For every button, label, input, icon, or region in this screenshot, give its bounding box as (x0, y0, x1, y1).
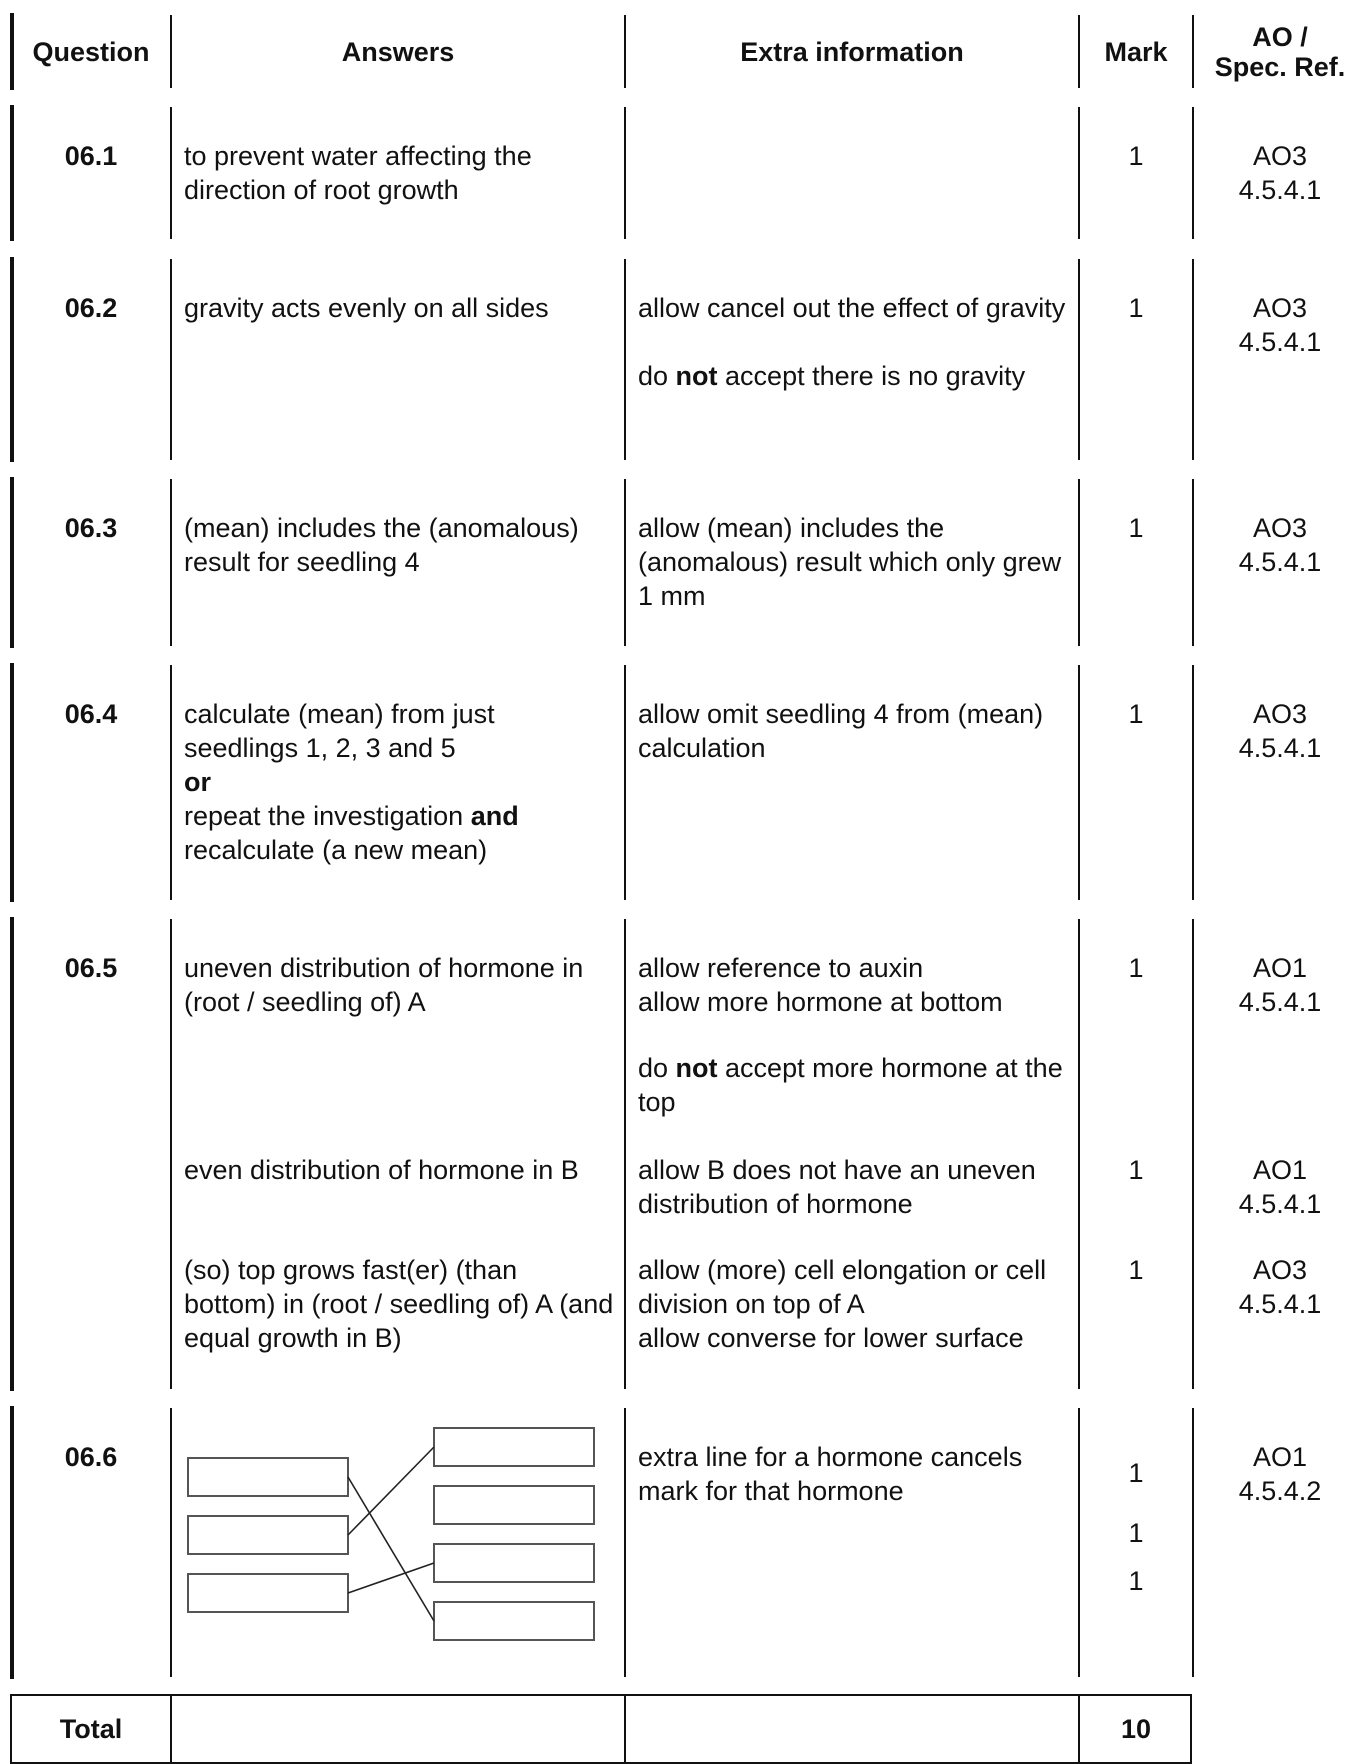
question-number: 06.6 (64, 1442, 118, 1472)
spec-ref: 4.5.4.1 (1238, 1189, 1322, 1219)
mark-3: 1 (1128, 1255, 1144, 1285)
mark-1: 1 (1128, 1458, 1144, 1488)
left-box-1 (188, 1458, 348, 1496)
ao-value: AO3 (1252, 513, 1308, 543)
extra-reject-bold: not (675, 361, 718, 391)
table-row-06-3 (10, 477, 1322, 648)
ao-value: AO3 (1252, 1255, 1308, 1285)
mark-cell (1078, 919, 1192, 1389)
question-number: 06.3 (64, 513, 118, 543)
right-box-4 (434, 1602, 594, 1640)
extra-reject-pre: do (638, 361, 676, 391)
match-line-2 (348, 1447, 434, 1535)
total-mark: 10 (1078, 1696, 1192, 1762)
spec-ref: 4.5.4.1 (1238, 547, 1322, 577)
ao-value: AO1 (1252, 1155, 1308, 1185)
match-line-1 (348, 1477, 434, 1621)
extra-group-1 (638, 951, 1068, 1119)
mark-cell: 1 (1078, 665, 1192, 900)
ao-group-1 (1194, 951, 1354, 1019)
header-ao-label (1215, 22, 1346, 82)
extra-elongation: allow (more) cell elongation or cell division on top of A (638, 1255, 1047, 1319)
answer-point-2: even distribution of hormone in B (184, 1155, 579, 1185)
total-answer-cell (170, 1696, 624, 1762)
answer-option-b (184, 799, 612, 867)
mark-2: 1 (1128, 1155, 1144, 1185)
question-number: 06.2 (64, 293, 118, 323)
extra-cell: extra line for a hormone cancels mark for that hormone (624, 1408, 1078, 1677)
mark-2: 1 (1128, 1518, 1144, 1548)
question-number: 06.5 (64, 953, 118, 983)
header-ao-line1: AO / (1252, 21, 1308, 52)
header-extra-label: Extra information (740, 36, 964, 67)
mark-cell: 1 (1078, 259, 1192, 460)
total-label: Total (59, 1714, 123, 1744)
answer-point-3: (so) top grows fast(er) (than bottom) in (root / seedling of) A (and equal growth in B) (184, 1255, 614, 1353)
ao-value: AO3 (1252, 141, 1308, 171)
header-answers-label: Answers (341, 36, 455, 67)
answer-cell (170, 919, 624, 1389)
table-row-06-1 (10, 105, 1322, 241)
mark-3: 1 (1128, 1566, 1144, 1596)
extra-cell (624, 259, 1078, 460)
match-line-3 (348, 1563, 434, 1593)
extra-bottom: allow more hormone at bottom (638, 987, 1003, 1017)
right-box-3 (434, 1544, 594, 1582)
ao-group-2 (1194, 1153, 1354, 1221)
extra-reject-post: accept there is no gravity (717, 361, 1026, 391)
answer-cell (170, 1408, 624, 1677)
ao-cell (1192, 919, 1354, 1389)
extra-allow: allow cancel out the effect of gravity (638, 293, 1066, 323)
mark-cell (1078, 1408, 1192, 1677)
left-box-3 (188, 1574, 348, 1612)
extra-reject (638, 359, 1066, 393)
answer-cell: (mean) includes the (anomalous) result for seedling 4 (170, 479, 624, 646)
answer-option-a: calculate (mean) from just seedlings 1, 2, 3 and 5 (184, 699, 495, 763)
question-number: 06.4 (64, 699, 118, 729)
ao-cell (1192, 259, 1354, 460)
header-mark-label: Mark (1104, 36, 1168, 67)
extra-reject-bold: not (675, 1053, 718, 1083)
right-box-2 (434, 1486, 594, 1524)
header-extra (624, 15, 1078, 88)
header-mark (1078, 15, 1192, 88)
ao-cell (1192, 479, 1354, 646)
header-ao-line2: Spec. Ref. (1214, 51, 1346, 82)
total-extra-cell (624, 1696, 1078, 1762)
mark-cell: 1 (1078, 479, 1192, 646)
spec-ref: 4.5.4.1 (1238, 175, 1322, 205)
ao-value: AO3 (1252, 699, 1308, 729)
total-row (10, 1694, 1192, 1764)
ao-group-3 (1194, 1253, 1354, 1321)
extra-reject-post: accept more hormone at the top (638, 1053, 1063, 1117)
ao-value: AO3 (1252, 293, 1308, 323)
ao-cell (1192, 107, 1354, 239)
ao-cell (1192, 1408, 1354, 1677)
header-question (12, 15, 170, 88)
spec-ref: 4.5.4.2 (1238, 1476, 1322, 1506)
left-box-2 (188, 1516, 348, 1554)
table-row-06-4 (10, 663, 1322, 902)
answer-cell (170, 665, 624, 900)
header-row (10, 13, 1346, 90)
answer-cell: to prevent water affecting the direction of root growth (170, 107, 624, 239)
ao-cell (1192, 665, 1354, 900)
or-label (184, 765, 612, 799)
spec-ref: 4.5.4.1 (1238, 1289, 1322, 1319)
extra-converse: allow converse for lower surface (638, 1323, 1024, 1353)
ao-value: AO1 (1252, 1442, 1308, 1472)
extra-reject (638, 1051, 1068, 1119)
extra-auxin: allow reference to auxin (638, 953, 924, 983)
right-box-1 (434, 1428, 594, 1466)
question-number: 06.1 (64, 141, 118, 171)
extra-reject-pre: do (638, 1053, 676, 1083)
matching-diagram (172, 1408, 624, 1677)
or-text: or (184, 767, 211, 797)
answer-b-bold: and (470, 801, 519, 831)
spec-ref: 4.5.4.1 (1238, 987, 1322, 1017)
table-row-06-2 (10, 257, 1322, 462)
answer-b-post: recalculate (a new mean) (184, 835, 488, 865)
header-ao (1192, 15, 1354, 88)
answer-b-pre: repeat the investigation (184, 801, 471, 831)
spec-ref: 4.5.4.1 (1238, 327, 1322, 357)
header-question-label: Question (32, 36, 150, 67)
extra-group-3 (638, 1253, 1068, 1355)
answer-cell: gravity acts evenly on all sides (170, 259, 624, 460)
extra-cell (624, 919, 1078, 1389)
table-row-06-5 (10, 917, 1322, 1391)
extra-group-2: allow B does not have an uneven distribution of hormone (638, 1155, 1036, 1219)
extra-cell (624, 107, 1078, 239)
spec-ref: 4.5.4.1 (1238, 733, 1322, 763)
header-answers (170, 15, 624, 88)
ao-value: AO1 (1252, 953, 1308, 983)
table-row-06-6 (10, 1406, 1322, 1679)
answer-point-1: uneven distribution of hormone in (root / seedling of) A (184, 953, 584, 1017)
extra-cell: allow omit seedling 4 from (mean) calculation (624, 665, 1078, 900)
mark-1: 1 (1128, 953, 1144, 983)
extra-cell: allow (mean) includes the (anomalous) result which only grew 1 mm (624, 479, 1078, 646)
mark-cell: 1 (1078, 107, 1192, 239)
